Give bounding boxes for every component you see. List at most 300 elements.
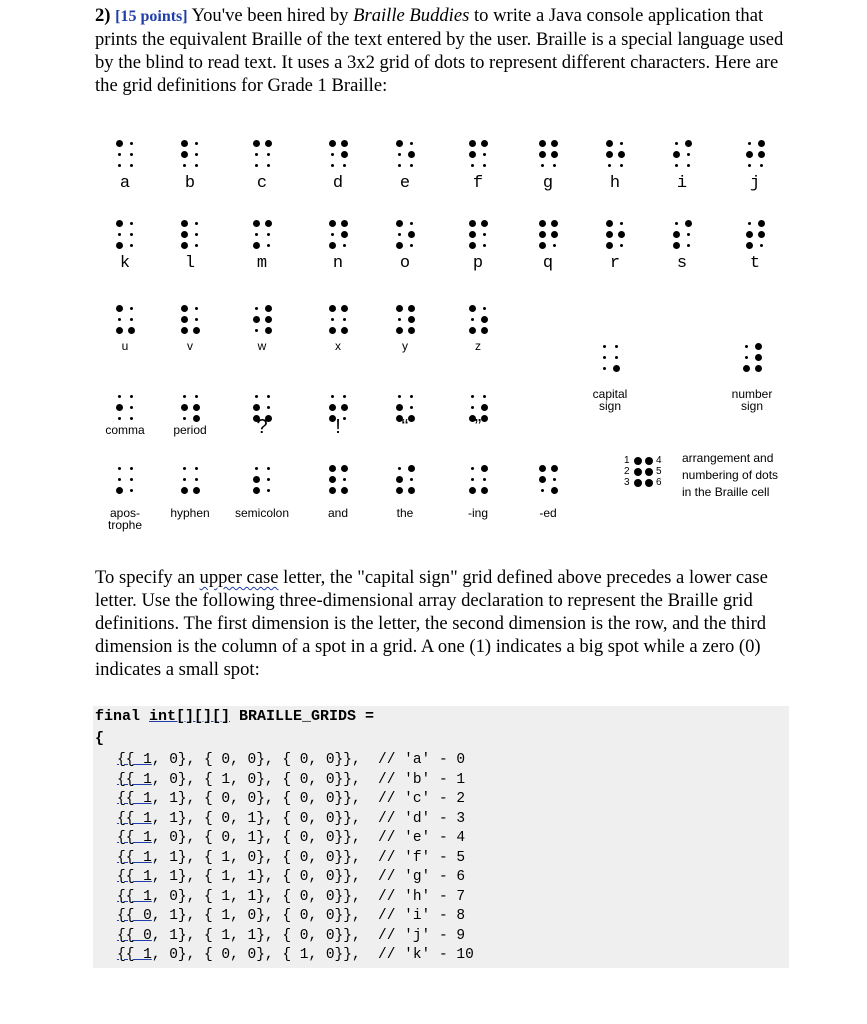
punct-symbol-2: ? [256,416,268,438]
label-j: j [749,174,761,193]
code-line-rest: , 0}, { 1, 1}, { 0, 0}}, // 'h' - 7 [151,888,466,905]
braille-y-dot-6 [408,327,415,334]
braille-punct-0-dot-4 [130,406,133,409]
points-label: [15 points] [115,8,188,25]
braille-p-dot-6 [483,244,486,247]
braille-contraction-5-dot-5 [469,487,476,494]
braille-r-dot-4 [618,231,625,238]
braille-k-dot-6 [130,244,133,247]
braille-punct-4-dot-4 [410,406,413,409]
braille-u-dot-6 [128,327,135,334]
label-z: z [475,339,481,353]
braille-i-dot-4 [687,153,690,156]
braille-contraction-0-dot-3 [118,478,121,481]
braille-contraction-6-dot-3 [539,476,546,483]
legend-text: arrangement and numbering of dots in the Braille cell [682,451,779,499]
braille-punct-4-dot-1 [398,395,401,398]
code-line [117,928,465,944]
braille-r-dot-5 [606,242,613,249]
punct-symbol-4: “ [401,416,409,438]
braille-u-dot-4 [130,318,133,321]
braille-f-dot-6 [483,164,486,167]
code-line-head: {{ 1 [117,947,152,963]
braille-x-dot-3 [331,318,334,321]
braille-e-dot-1 [396,140,403,147]
code-line-rest: , 0}, { 0, 1}, { 0, 0}}, // 'e' - 4 [151,830,466,846]
braille-sign-0-dot-4 [615,356,618,359]
braille-punct-0-dot-3 [116,404,123,411]
braille-n-dot-1 [329,220,336,227]
braille-punct-1-dot-2 [195,395,198,398]
braille-contraction-1-dot-2 [195,467,198,470]
braille-contraction-3-dot-4 [343,478,346,481]
braille-punct-5-dot-3 [471,406,474,409]
braille-contraction-6-dot-1 [539,465,546,472]
code-line-rest: , 1}, { 0, 0}, { 0, 0}}, // 'c' - 2 [151,791,466,807]
braille-h-dot-6 [620,164,623,167]
braille-v-dot-4 [195,318,198,321]
braille-f-dot-3 [469,151,476,158]
braille-l-dot-4 [195,233,198,236]
braille-m-dot-4 [267,233,270,236]
braille-contraction-2-dot-5 [253,487,260,494]
braille-i-dot-6 [687,164,690,167]
label-w: w [257,339,267,353]
braille-x-dot-5 [329,327,336,334]
braille-i-dot-5 [675,164,678,167]
code-line-head: {{ 1 [117,888,152,905]
braille-y-dot-3 [398,318,401,321]
legend-num-5: 5 [656,466,662,477]
braille-sign-1-dot-6 [755,365,762,372]
code-declaration [95,708,374,725]
braille-sign-0-dot-5 [603,367,606,370]
code-line [117,908,465,924]
label-q: q [542,254,554,273]
braille-s-dot-4 [687,233,690,236]
label-contraction-4: the [396,506,414,520]
question-number: 2) [95,5,111,26]
label-sign-0: capital sign [592,387,628,413]
braille-punct-1-dot-3 [181,404,188,411]
braille-l-dot-2 [195,222,198,225]
label-t: t [749,254,761,273]
label-g: g [542,174,554,193]
decl-final: final [95,708,150,725]
braille-contraction-2-dot-2 [267,467,270,470]
braille-e-dot-2 [410,142,413,145]
braille-u-dot-3 [118,318,121,321]
braille-b-dot-2 [195,142,198,145]
braille-c-dot-5 [255,164,258,167]
code-line-head: {{ 1 [117,869,152,885]
braille-b-dot-5 [183,164,186,167]
legend-dot-5 [645,468,653,476]
braille-b-dot-6 [195,164,198,167]
braille-punct-1-dot-1 [183,395,186,398]
label-e: e [399,174,411,193]
braille-punct-0-dot-2 [130,395,133,398]
braille-contraction-4-dot-5 [396,487,403,494]
braille-l-dot-3 [181,231,188,238]
braille-sign-0-dot-6 [613,365,620,372]
braille-p-dot-1 [469,220,476,227]
code-line-rest: , 0}, { 0, 0}, { 1, 0}}, // 'k' - 10 [151,947,474,963]
braille-punct-4-dot-2 [410,395,413,398]
braille-f-dot-4 [483,153,486,156]
legend-dot-2 [634,468,642,476]
legend-dot-4 [645,457,653,465]
label-h: h [609,174,621,193]
braille-y-dot-2 [408,305,415,312]
label-contraction-6: -ed [539,506,557,520]
braille-l-dot-6 [195,244,198,247]
braille-r-dot-2 [620,222,623,225]
braille-y-dot-5 [396,327,403,334]
braille-punct-0-dot-1 [118,395,121,398]
legend-num-1: 1 [624,455,630,466]
question-intro [95,4,795,97]
braille-sign-1-dot-1 [745,345,748,348]
braille-contraction-5-dot-6 [481,487,488,494]
braille-c-dot-4 [267,153,270,156]
label-y: y [402,339,408,353]
braille-punct-3-dot-2 [343,395,346,398]
braille-z-dot-4 [481,316,488,323]
braille-contraction-4-dot-4 [410,478,413,481]
braille-t-dot-3 [746,231,753,238]
braille-e-dot-6 [410,164,413,167]
braille-contraction-1-dot-5 [181,487,188,494]
code-line-rest: , 1}, { 1, 1}, { 0, 0}}, // 'g' - 6 [151,869,466,885]
code-line-rest: , 1}, { 1, 1}, { 0, 0}}, // 'j' - 9 [151,927,466,944]
label-contraction-1: hyphen [170,506,210,520]
label-b: b [184,174,196,193]
braille-p-dot-2 [481,220,488,227]
braille-contraction-3-dot-1 [329,465,336,472]
braille-contraction-1-dot-6 [193,487,200,494]
braille-o-dot-6 [410,244,413,247]
braille-g-dot-3 [539,151,546,158]
braille-contraction-2-dot-3 [253,476,260,483]
braille-g-dot-2 [551,140,558,147]
braille-z-dot-2 [483,307,486,310]
braille-g-dot-4 [551,151,558,158]
braille-a-dot-5 [118,164,121,167]
braille-punct-5-dot-1 [471,395,474,398]
braille-f-dot-2 [481,140,488,147]
decl-type: int[][][] [149,708,231,725]
decl-name: BRAILLE_GRIDS = [230,708,375,725]
braille-punct-1-dot-5 [183,417,186,420]
braille-t-dot-5 [746,242,753,249]
braille-d-dot-1 [329,140,336,147]
braille-p-dot-4 [483,233,486,236]
label-m: m [256,254,268,273]
braille-punct-5-dot-4 [481,404,488,411]
braille-contraction-4-dot-2 [408,465,415,472]
label-sign-1: number sign [731,387,773,413]
braille-h-dot-2 [620,142,623,145]
braille-d-dot-4 [341,151,348,158]
braille-d-dot-5 [331,164,334,167]
braille-c-dot-3 [255,153,258,156]
braille-contraction-1-dot-1 [183,467,186,470]
label-v: v [187,339,193,353]
braille-t-dot-2 [758,220,765,227]
braille-k-dot-2 [130,222,133,225]
braille-contraction-4-dot-6 [408,487,415,494]
braille-f-dot-1 [469,140,476,147]
braille-i-dot-1 [675,142,678,145]
braille-w-dot-4 [265,316,272,323]
dot-numbering-legend [620,451,790,515]
braille-punct-1-dot-4 [193,404,200,411]
braille-g-dot-5 [541,164,544,167]
braille-contraction-0-dot-6 [130,489,133,492]
intro-text-a: You've been hired by [187,5,354,26]
braille-contraction-0-dot-5 [116,487,123,494]
label-k: k [119,254,131,273]
braille-v-dot-6 [193,327,200,334]
para2-text-1: To specify an [95,567,200,588]
code-line-head: {{ 1 [117,791,152,807]
braille-j-dot-3 [746,151,753,158]
braille-punct-2-dot-1 [255,395,258,398]
braille-i-dot-3 [673,151,680,158]
braille-e-dot-3 [398,153,401,156]
braille-m-dot-2 [265,220,272,227]
braille-m-dot-1 [253,220,260,227]
braille-punct-2-dot-3 [253,404,260,411]
braille-contraction-4-dot-3 [396,476,403,483]
braille-v-dot-3 [181,316,188,323]
braille-b-dot-3 [181,151,188,158]
label-contraction-3: and [327,506,349,520]
braille-t-dot-1 [748,222,751,225]
label-contraction-2: semicolon [234,506,290,520]
label-o: o [399,254,411,273]
braille-o-dot-5 [396,242,403,249]
intro-text-b: to write a Java console application that prints the equivalent Braille of the text entered by the user. Braille is a special language used by the blind to read text. It uses a 3x2 grid of dots to represent different characters. Here are the grid definitions for Grade 1 Braille: [95,5,784,96]
braille-x-dot-4 [343,318,346,321]
code-line [117,850,465,866]
braille-n-dot-6 [343,244,346,247]
braille-sign-0-dot-3 [603,356,606,359]
braille-w-dot-3 [253,316,260,323]
braille-q-dot-3 [539,231,546,238]
label-d: d [332,174,344,193]
braille-o-dot-3 [398,233,401,236]
braille-v-dot-1 [181,305,188,312]
braille-n-dot-4 [341,231,348,238]
braille-b-dot-1 [181,140,188,147]
braille-a-dot-6 [130,164,133,167]
braille-t-dot-6 [760,244,763,247]
code-line-head: {{ 1 [117,810,152,827]
braille-d-dot-6 [343,164,346,167]
braille-z-dot-6 [481,327,488,334]
braille-o-dot-2 [410,222,413,225]
braille-q-dot-4 [551,231,558,238]
braille-sign-1-dot-2 [755,343,762,350]
code-line-head: {{ 0 [117,927,152,944]
braille-s-dot-3 [673,231,680,238]
braille-o-dot-4 [408,231,415,238]
braille-b-dot-4 [195,153,198,156]
braille-contraction-2-dot-4 [267,478,270,481]
braille-f-dot-5 [471,164,474,167]
braille-m-dot-5 [253,242,260,249]
braille-n-dot-2 [341,220,348,227]
braille-j-dot-1 [748,142,751,145]
label-l: l [184,254,196,273]
braille-i-dot-2 [685,140,692,147]
braille-n-dot-5 [329,242,336,249]
braille-h-dot-3 [606,151,613,158]
braille-contraction-2-dot-6 [267,489,270,492]
braille-h-dot-4 [618,151,625,158]
legend-dot-6 [645,479,653,487]
braille-l-dot-1 [181,220,188,227]
braille-q-dot-6 [553,244,556,247]
braille-w-dot-5 [255,329,258,332]
braille-punct-0-dot-5 [118,417,121,420]
braille-u-dot-5 [116,327,123,334]
braille-h-dot-1 [606,140,613,147]
code-line-head: {{ 1 [117,752,152,768]
braille-punct-1-dot-6 [193,415,200,422]
braille-y-dot-1 [396,305,403,312]
code-line-rest: , 0}, { 0, 0}, { 0, 0}}, // 'a' - 0 [151,752,466,768]
code-line-rest: , 0}, { 1, 0}, { 0, 0}}, // 'b' - 1 [151,771,466,788]
legend-num-4: 4 [656,455,662,466]
braille-e-dot-5 [398,164,401,167]
label-n: n [332,254,344,273]
label-punct-1: period [173,423,207,437]
braille-contraction-4-dot-1 [398,467,401,470]
code-line-rest: , 1}, { 1, 0}, { 0, 0}}, // 'f' - 5 [151,849,466,866]
legend-num-2: 2 [624,466,630,477]
braille-q-dot-2 [551,220,558,227]
code-line [117,752,465,768]
braille-d-dot-3 [331,153,334,156]
legend-num-3: 3 [624,477,630,488]
label-s: s [676,254,688,273]
braille-n-dot-3 [331,233,334,236]
code-line [117,791,465,807]
braille-w-dot-1 [255,307,258,310]
code-line-head: {{ 1 [117,830,152,846]
label-x: x [335,339,341,353]
braille-contraction-6-dot-2 [551,465,558,472]
code-line-head: {{ 0 [117,908,152,924]
braille-t-dot-4 [758,231,765,238]
punct-symbol-5: ” [474,416,482,438]
braille-x-dot-1 [329,305,336,312]
code-line [117,811,465,827]
braille-punct-2-dot-2 [267,395,270,398]
label-p: p [472,254,484,273]
braille-punct-3-dot-3 [329,404,336,411]
company-name: Braille Buddies [353,5,470,26]
braille-v-dot-5 [181,327,188,334]
label-i: i [676,174,688,193]
braille-contraction-6-dot-6 [551,487,558,494]
code-line [117,947,474,963]
code-line [117,869,465,885]
upper-case-link: upper case [199,567,279,588]
braille-sign-0-dot-2 [615,345,618,348]
braille-r-dot-1 [606,220,613,227]
label-a: a [119,174,131,193]
label-u: u [121,339,129,353]
braille-a-dot-3 [118,153,121,156]
braille-x-dot-6 [341,327,348,334]
code-line [117,889,465,905]
braille-p-dot-5 [469,242,476,249]
label-contraction-5: -ing [467,506,488,520]
braille-sign-1-dot-5 [743,365,750,372]
braille-punct-3-dot-1 [331,395,334,398]
braille-contraction-6-dot-4 [553,478,556,481]
braille-contraction-5-dot-1 [471,467,474,470]
para2-text-2: letter, the "capital sign" grid defined above precedes a lower case letter. Use the following three-dimensional array declaration to represent the Braille grid definitions. The first dimension is the letter, the second dimension is the row, and the third dimension is the column of a spot in a grid. A one (1) indicates a big spot while a zero (0) indicates a small spot: [95,567,768,680]
braille-s-dot-6 [687,244,690,247]
code-line-rest: , 1}, { 0, 1}, { 0, 0}}, // 'd' - 3 [151,810,466,827]
braille-contraction-3-dot-3 [329,476,336,483]
braille-x-dot-2 [341,305,348,312]
braille-sign-1-dot-3 [745,356,748,359]
braille-w-dot-2 [265,305,272,312]
braille-contraction-1-dot-3 [183,478,186,481]
braille-s-dot-2 [685,220,692,227]
braille-w-dot-6 [265,327,272,334]
braille-sign-0-dot-1 [603,345,606,348]
braille-s-dot-1 [675,222,678,225]
braille-contraction-5-dot-2 [481,465,488,472]
label-r: r [609,254,621,273]
legend-dot-3 [634,479,642,487]
braille-a-dot-4 [130,153,133,156]
braille-y-dot-4 [408,316,415,323]
code-line [117,772,465,788]
braille-m-dot-6 [267,244,270,247]
braille-q-dot-1 [539,220,546,227]
braille-punct-4-dot-3 [396,404,403,411]
code-line-rest: , 1}, { 1, 0}, { 0, 0}}, // 'i' - 8 [151,908,466,924]
braille-z-dot-3 [471,318,474,321]
legend-dot-1 [634,457,642,465]
code-open-brace: { [95,730,105,747]
braille-punct-3-dot-4 [341,404,348,411]
braille-k-dot-1 [116,220,123,227]
braille-p-dot-3 [469,231,476,238]
braille-g-dot-6 [553,164,556,167]
braille-l-dot-5 [181,242,188,249]
label-punct-0: comma [105,423,145,437]
braille-z-dot-5 [469,327,476,334]
instructions-paragraph [95,566,785,681]
code-line-head: {{ 1 [117,771,152,788]
code-block [93,706,789,968]
braille-o-dot-1 [396,220,403,227]
braille-g-dot-1 [539,140,546,147]
braille-r-dot-6 [620,244,623,247]
braille-c-dot-1 [253,140,260,147]
braille-u-dot-2 [130,307,133,310]
braille-m-dot-3 [255,233,258,236]
